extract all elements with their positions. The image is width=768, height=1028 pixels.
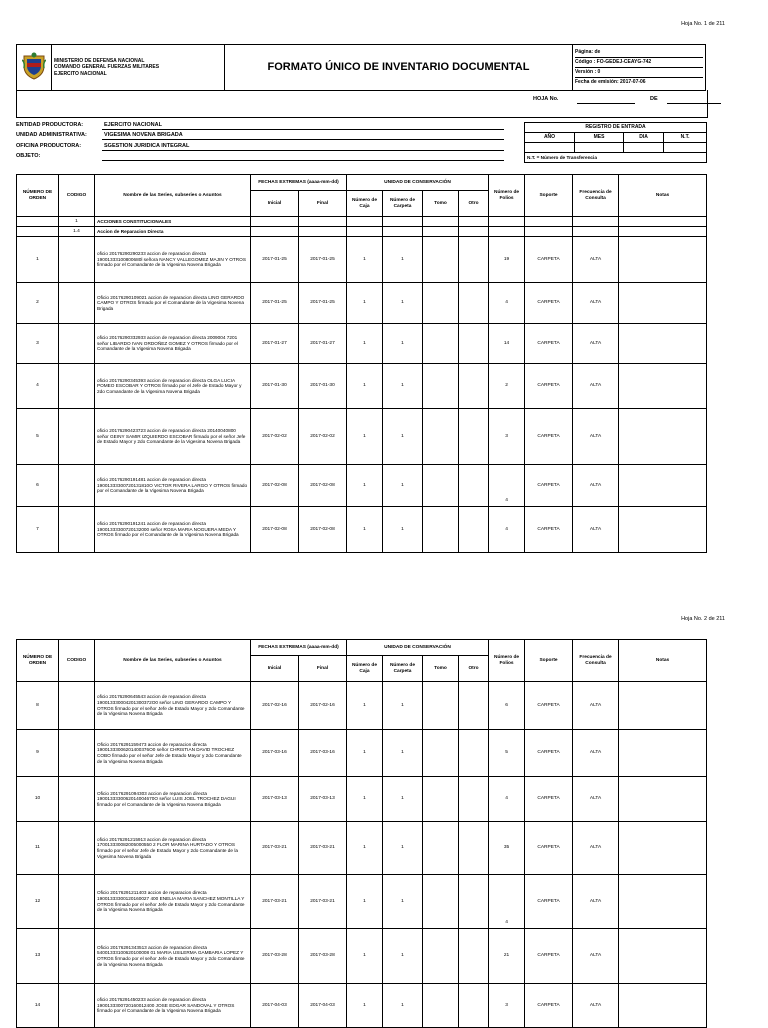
row-otro	[459, 237, 489, 283]
row-soporte: CARPETA	[525, 730, 573, 777]
row-folios: 35	[489, 822, 525, 875]
row-number: 2	[17, 283, 59, 324]
table-row	[17, 364, 707, 409]
row-otro	[459, 507, 489, 553]
row-code	[59, 465, 95, 507]
row-frecuencia: ALTA	[573, 929, 619, 984]
row-notas	[619, 984, 707, 1028]
row-description: oficio 20176290345393 accion de reparacion directa OLGA LUCIA POMEO ESCOBAR Y OTROS firmado por el Jefe de Estado Mayor y 2do Comandante de la Vigesima Novena Brigada	[95, 364, 251, 409]
row-notas	[619, 682, 707, 730]
unidad-administrativa-value: VIGESIMA NOVENA BRIGADA	[104, 132, 183, 138]
row-caja: 1	[347, 822, 383, 875]
registro-dia-value	[624, 143, 664, 153]
entidad-productora-label: ENTIDAD PRODUCTORA:	[16, 122, 84, 128]
row-fecha-final: 2017-02-16	[299, 682, 347, 730]
header-fechas-extremas: FECHAS EXTREMAS (aaaa-mm-dd)	[251, 640, 347, 656]
table-row	[17, 984, 707, 1028]
row-notas	[619, 283, 707, 324]
row-soporte: CARPETA	[525, 283, 573, 324]
row-fecha-final: 2017-02-08	[299, 507, 347, 553]
row-number: 11	[17, 822, 59, 875]
row-fecha-final: 2017-03-13	[299, 777, 347, 822]
row-caja: 1	[347, 409, 383, 465]
row-number: 13	[17, 929, 59, 984]
row-notas	[619, 875, 707, 929]
row-number: 10	[17, 777, 59, 822]
row-frecuencia: ALTA	[573, 730, 619, 777]
row-folios: 21	[489, 929, 525, 984]
header-numero-folios: Número de Folios	[489, 640, 525, 682]
table-row	[17, 283, 707, 324]
header-frecuencia-consulta: Frecuencia de Consulta	[573, 640, 619, 682]
header-final: Final	[299, 191, 347, 217]
row-notas	[619, 822, 707, 875]
row-tomo	[423, 364, 459, 409]
header-soporte: Soporte	[525, 640, 573, 682]
row-description: oficio 20176290290233 accion de reparacion directa 19001333100800680l señora NANCY VALLEGOMEZ MAJIN Y OTROS firmado por el Comandante de la Vigesima Novena Brigada	[95, 237, 251, 283]
header-numero-orden: NÚMERO DE ORDEN	[17, 640, 59, 682]
header-numero-folios: Número de Folios	[489, 175, 525, 217]
header-notas: Notas	[619, 175, 707, 217]
row-number: 5	[17, 409, 59, 465]
series-code: 1	[59, 217, 95, 227]
row-soporte: CARPETA	[525, 409, 573, 465]
hoja-no-label: HOJA No.	[533, 96, 559, 102]
table-row	[17, 682, 707, 730]
registro-nt-value	[664, 143, 707, 153]
row-soporte: CARPETA	[525, 984, 573, 1028]
row-tomo	[423, 777, 459, 822]
header-numero-orden: NÚMERO DE ORDEN	[17, 175, 59, 217]
row-soporte: CARPETA	[525, 465, 573, 507]
row-notas	[619, 730, 707, 777]
row-frecuencia: ALTA	[573, 777, 619, 822]
table-row	[17, 465, 707, 507]
shield-icon	[22, 52, 46, 80]
row-fecha-inicial: 2017-03-16	[251, 730, 299, 777]
table-row	[17, 730, 707, 777]
row-description: oficio 20176291450233 accion de reparacion directa 1900133300720160012400 JOSE EDGAR SANDOVAL Y OTROS firmado por el Comandante de la Vigesima Novena Brigada	[95, 984, 251, 1028]
row-otro	[459, 364, 489, 409]
header-otro: Otro	[459, 656, 489, 682]
row-caja: 1	[347, 984, 383, 1028]
row-fecha-final: 2017-03-16	[299, 730, 347, 777]
de-label: DE	[650, 96, 658, 102]
row-fecha-final: 2017-02-08	[299, 465, 347, 507]
row-caja: 1	[347, 364, 383, 409]
row-description: Oficio 20176291159473 accion de reparacion directa 19001333006201400376O0 señor CHRISTIAN DAVID TROCHEZ COBO firmado por el señor Jefe de Estado Mayor y 2do Comandante de la Vigesima Novena Brigada	[95, 730, 251, 777]
row-folios: 4	[489, 875, 525, 929]
document-metadata	[573, 45, 706, 91]
inventory-table-page-2	[16, 639, 707, 1028]
row-code	[59, 324, 95, 364]
header-inicial: Inicial	[251, 656, 299, 682]
row-otro	[459, 283, 489, 324]
row-frecuencia: ALTA	[573, 324, 619, 364]
row-frecuencia: ALTA	[573, 875, 619, 929]
row-frecuencia: ALTA	[573, 465, 619, 507]
row-carpeta: 1	[383, 507, 423, 553]
row-otro	[459, 777, 489, 822]
inventory-table-page-1	[16, 174, 707, 553]
row-code	[59, 409, 95, 465]
row-frecuencia: ALTA	[573, 984, 619, 1028]
row-notas	[619, 409, 707, 465]
row-fecha-inicial: 2017-03-21	[251, 875, 299, 929]
entidad-productora-value: EJERCITO NACIONAL	[104, 122, 162, 128]
row-code	[59, 507, 95, 553]
row-tomo	[423, 730, 459, 777]
row-number: 6	[17, 465, 59, 507]
header-unidad-conservacion: UNIDAD DE CONSERVACIÓN	[347, 640, 489, 656]
row-notas	[619, 465, 707, 507]
row-code	[59, 984, 95, 1028]
meta-codigo: Código : FO-GEDEJ-CEAYG-742	[575, 58, 703, 68]
row-caja: 1	[347, 507, 383, 553]
objeto-field	[16, 153, 40, 159]
row-notas	[619, 237, 707, 283]
hoja-no-line	[577, 103, 635, 104]
row-folios: 3	[489, 409, 525, 465]
row-soporte: CARPETA	[525, 929, 573, 984]
table-row	[17, 409, 707, 465]
row-otro	[459, 409, 489, 465]
header-frecuencia-consulta: Frecuencia de Consulta	[573, 175, 619, 217]
row-fecha-inicial: 2017-02-08	[251, 465, 299, 507]
row-description: Oficio 20176290109021 accion de reparacion directa LINO GERARDO CAMPO Y OTROS firmado por el Comandante de la Vigesima Novena Brigada	[95, 283, 251, 324]
row-otro	[459, 929, 489, 984]
row-fecha-final: 2017-02-02	[299, 409, 347, 465]
row-tomo	[423, 237, 459, 283]
header-nombre-series: Nombre de las Series, subseries o Asuntos	[95, 175, 251, 217]
row-frecuencia: ALTA	[573, 409, 619, 465]
registro-col-mes: MES	[575, 133, 624, 143]
header-fechas-extremas: FECHAS EXTREMAS (aaaa-mm-dd)	[251, 175, 347, 191]
row-otro	[459, 822, 489, 875]
row-folios: 19	[489, 237, 525, 283]
row-soporte: CARPETA	[525, 364, 573, 409]
row-otro	[459, 465, 489, 507]
header-numero-caja: Número de Caja	[347, 656, 383, 682]
row-carpeta: 1	[383, 465, 423, 507]
row-number: 12	[17, 875, 59, 929]
row-fecha-final: 2017-03-21	[299, 822, 347, 875]
document-header	[16, 44, 706, 91]
table-row	[17, 507, 707, 553]
row-carpeta: 1	[383, 984, 423, 1028]
row-carpeta: 1	[383, 409, 423, 465]
row-number: 7	[17, 507, 59, 553]
row-number: 1	[17, 237, 59, 283]
oficina-productora-field	[16, 143, 190, 149]
row-folios: 2	[489, 364, 525, 409]
row-caja: 1	[347, 283, 383, 324]
row-notas	[619, 507, 707, 553]
row-fecha-inicial: 2017-01-25	[251, 237, 299, 283]
row-code	[59, 237, 95, 283]
row-carpeta: 1	[383, 682, 423, 730]
row-frecuencia: ALTA	[573, 507, 619, 553]
row-frecuencia: ALTA	[573, 237, 619, 283]
document-title: FORMATO ÚNICO DE INVENTARIO DOCUMENTAL	[225, 45, 573, 91]
row-carpeta: 1	[383, 283, 423, 324]
row-caja: 1	[347, 465, 383, 507]
row-fecha-final: 2017-03-21	[299, 875, 347, 929]
row-folios: 4	[489, 507, 525, 553]
header-soporte: Soporte	[525, 175, 573, 217]
row-description: oficio 20176290191241 accion de reparacion directa 19001333300720132000 señor ROSA MARIA NOGUERA MEDA Y OTROS firmado por el Comandante de la Vigesima Novena Brigada	[95, 507, 251, 553]
page-number-label: Hoja No. 1 de 211	[681, 21, 725, 27]
row-number: 8	[17, 682, 59, 730]
row-carpeta: 1	[383, 777, 423, 822]
row-notas	[619, 777, 707, 822]
org-line: EJERCITO NACIONAL	[54, 70, 107, 77]
table-row	[17, 237, 707, 283]
unidad-administrativa-field	[16, 132, 183, 138]
coat-of-arms-logo	[17, 45, 52, 91]
header-nombre-series: Nombre de las Series, subseries o Asuntos	[95, 640, 251, 682]
row-code	[59, 730, 95, 777]
row-code	[59, 283, 95, 324]
row-soporte: CARPETA	[525, 822, 573, 875]
row-code	[59, 929, 95, 984]
row-otro	[459, 324, 489, 364]
row-fecha-final: 2017-01-27	[299, 324, 347, 364]
row-frecuencia: ALTA	[573, 283, 619, 324]
row-fecha-inicial: 2017-01-27	[251, 324, 299, 364]
org-line: COMANDO GENERAL FUERZAS MILITARES	[54, 64, 160, 71]
registro-col-nt: N.T.	[664, 133, 707, 143]
row-description: oficio 20176290332933 accion de reparacion directa 2009004 7201 señor LIBARDO IVAN ORDOÑEZ GOMEZ Y OTROS firmado por el Comandante de la Vigesima Novena Brigada	[95, 324, 251, 364]
subseries-row	[17, 227, 707, 237]
header-tomo: Tomo	[423, 191, 459, 217]
subseries-code: 1.4	[59, 227, 95, 237]
meta-version: Versión : 0	[575, 68, 703, 78]
row-notas	[619, 929, 707, 984]
row-soporte: CARPETA	[525, 777, 573, 822]
row-fecha-inicial: 2017-03-13	[251, 777, 299, 822]
row-folios: 4	[489, 465, 525, 507]
row-fecha-inicial: 2017-01-30	[251, 364, 299, 409]
row-otro	[459, 730, 489, 777]
row-folios: 4	[489, 777, 525, 822]
registro-col-dia: DIA	[624, 133, 664, 143]
row-caja: 1	[347, 324, 383, 364]
row-description: oficio 20176291215913 accion de reparacion directa 170013330082005000550 2 FLOR MARINA HURTADO Y OTROS firmado por el señor Jefe de Estado Mayor y 2do Comandante de la Vigesima Novena Brigada	[95, 822, 251, 875]
header-codigo: CODIGO	[59, 175, 95, 217]
row-frecuencia: ALTA	[573, 682, 619, 730]
row-tomo	[423, 984, 459, 1028]
row-carpeta: 1	[383, 929, 423, 984]
row-description: oficio 20176290191481 accion de reparacion directa 19001333300720131810O VICTOR RIVERA LARGO Y OTROS firmado por el Comandante de la Vigesima Novena Brigada	[95, 465, 251, 507]
table-row	[17, 324, 707, 364]
row-description: Oficio 20176291343513 accion de reparacion directa 54001333100620100008 01 MARIA USILERMA GAMBARIA LOPEZ Y OTROS firmado por el señor Jefe de Estado Mayor y 2do Comandante de la Vigesima Novena Brigada	[95, 929, 251, 984]
row-carpeta: 1	[383, 237, 423, 283]
header-final: Final	[299, 656, 347, 682]
table-row	[17, 929, 707, 984]
registro-col-ano: AÑO	[525, 133, 575, 143]
row-tomo	[423, 822, 459, 875]
row-soporte: CARPETA	[525, 507, 573, 553]
row-caja: 1	[347, 875, 383, 929]
row-otro	[459, 682, 489, 730]
row-caja: 1	[347, 777, 383, 822]
row-folios: 3	[489, 984, 525, 1028]
row-otro	[459, 875, 489, 929]
row-tomo	[423, 682, 459, 730]
nt-note: N.T. = Número de Transferencia	[525, 153, 707, 163]
row-description: oficio 20176290645543 accion de reparacion directa 190013330004201300372O0 señor LINO GERARDO CAMPO Y OTROS firmado por el señor Jefe de Estado Mayor y 2do Comandante de la Vigesima Novena Brigada	[95, 682, 251, 730]
row-number: 14	[17, 984, 59, 1028]
meta-fecha-emision: Fecha de emisión: 2017-07-06	[575, 79, 646, 85]
row-code	[59, 364, 95, 409]
registro-title: REGISTRO DE ENTRADA	[525, 123, 707, 133]
row-tomo	[423, 465, 459, 507]
row-fecha-final: 2017-03-28	[299, 929, 347, 984]
row-description: oficio 20176290423723 accion de reparacion directa 20140040800 señor GEINY SAMIR IZQUIERDO ESCOBAR firmado por el señor Jefe de Estado Mayor y 2do Comandante de la Vigesima Novena Brigada	[95, 409, 251, 465]
row-code	[59, 777, 95, 822]
org-line: MINISTERIO DE DEFENSA NACIONAL	[54, 58, 145, 65]
table-row	[17, 777, 707, 822]
row-fecha-final: 2017-01-25	[299, 283, 347, 324]
oficina-productora-label: OFICINA PRODUCTORA:	[16, 143, 82, 149]
registro-entrada-box	[524, 122, 707, 163]
row-folios: 5	[489, 730, 525, 777]
row-otro	[459, 984, 489, 1028]
header-numero-carpeta: Número de Carpeta	[383, 656, 423, 682]
row-frecuencia: ALTA	[573, 822, 619, 875]
header-numero-carpeta: Número de Carpeta	[383, 191, 423, 217]
row-tomo	[423, 283, 459, 324]
row-fecha-final: 2017-04-03	[299, 984, 347, 1028]
page-number-label: Hoja No. 2 de 211	[681, 616, 725, 622]
row-caja: 1	[347, 730, 383, 777]
de-line	[667, 103, 721, 104]
header-codigo: CODIGO	[59, 640, 95, 682]
row-soporte: CARPETA	[525, 237, 573, 283]
row-number: 4	[17, 364, 59, 409]
row-description: Oficio 20176291094303 accion de reparacion directa 1900133330062014004670O señor LUIS JOEL TROCHEZ DAGUI firmado por el Comandante de la Vigesima Novena Brigada	[95, 777, 251, 822]
row-soporte: CARPETA	[525, 324, 573, 364]
row-caja: 1	[347, 929, 383, 984]
series-row	[17, 217, 707, 227]
row-fecha-inicial: 2017-03-21	[251, 822, 299, 875]
row-fecha-inicial: 2017-02-02	[251, 409, 299, 465]
header-numero-caja: Número de Caja	[347, 191, 383, 217]
row-code	[59, 682, 95, 730]
registro-mes-value	[575, 143, 624, 153]
row-carpeta: 1	[383, 875, 423, 929]
row-number: 3	[17, 324, 59, 364]
row-carpeta: 1	[383, 822, 423, 875]
row-tomo	[423, 929, 459, 984]
header-notas: Notas	[619, 640, 707, 682]
row-code	[59, 822, 95, 875]
unidad-administrativa-label: UNIDAD ADMINISTRATIVA:	[16, 132, 87, 138]
row-fecha-inicial: 2017-03-28	[251, 929, 299, 984]
header-tomo: Tomo	[423, 656, 459, 682]
registro-ano-value	[525, 143, 575, 153]
row-carpeta: 1	[383, 730, 423, 777]
entidad-productora-field	[16, 122, 162, 128]
row-soporte: CARPETA	[525, 682, 573, 730]
row-notas	[619, 324, 707, 364]
header-otro: Otro	[459, 191, 489, 217]
row-fecha-inicial: 2017-01-25	[251, 283, 299, 324]
header-unidad-conservacion: UNIDAD DE CONSERVACIÓN	[347, 175, 489, 191]
row-soporte: CARPETA	[525, 875, 573, 929]
row-folios: 14	[489, 324, 525, 364]
header-inicial: Inicial	[251, 191, 299, 217]
row-carpeta: 1	[383, 364, 423, 409]
row-description: Oficio 20176291211403 accion de reparacion directa 19001333300120160027 400 ENELIA MARIA SANCHEZ MONTILLA Y OTROS firmado por el señor Jefe de Estado Mayor y 2do Comandante de la Vigesima Novena Brigada	[95, 875, 251, 929]
row-folios: 4	[489, 283, 525, 324]
row-tomo	[423, 875, 459, 929]
series-name: ACCIONES CONSTITUCIONALES	[95, 217, 251, 227]
subseries-name: Accion de Reparacion Directa	[95, 227, 251, 237]
row-fecha-final: 2017-01-25	[299, 237, 347, 283]
organization-block	[52, 45, 225, 91]
hoja-no-field	[16, 90, 708, 118]
row-notas	[619, 364, 707, 409]
row-carpeta: 1	[383, 324, 423, 364]
row-caja: 1	[347, 237, 383, 283]
row-frecuencia: ALTA	[573, 364, 619, 409]
table-row	[17, 822, 707, 875]
row-fecha-inicial: 2017-02-08	[251, 507, 299, 553]
row-number: 9	[17, 730, 59, 777]
objeto-label: OBJETO:	[16, 153, 41, 159]
table-row	[17, 875, 707, 929]
row-folios: 6	[489, 682, 525, 730]
row-fecha-inicial: 2017-04-03	[251, 984, 299, 1028]
row-tomo	[423, 409, 459, 465]
row-tomo	[423, 507, 459, 553]
row-fecha-inicial: 2017-02-16	[251, 682, 299, 730]
row-code	[59, 875, 95, 929]
row-caja: 1	[347, 682, 383, 730]
oficina-productora-value: SGESTION JURIDICA INTEGRAL	[104, 143, 190, 149]
meta-pagina: Página: de	[575, 48, 703, 58]
row-tomo	[423, 324, 459, 364]
row-fecha-final: 2017-01-30	[299, 364, 347, 409]
